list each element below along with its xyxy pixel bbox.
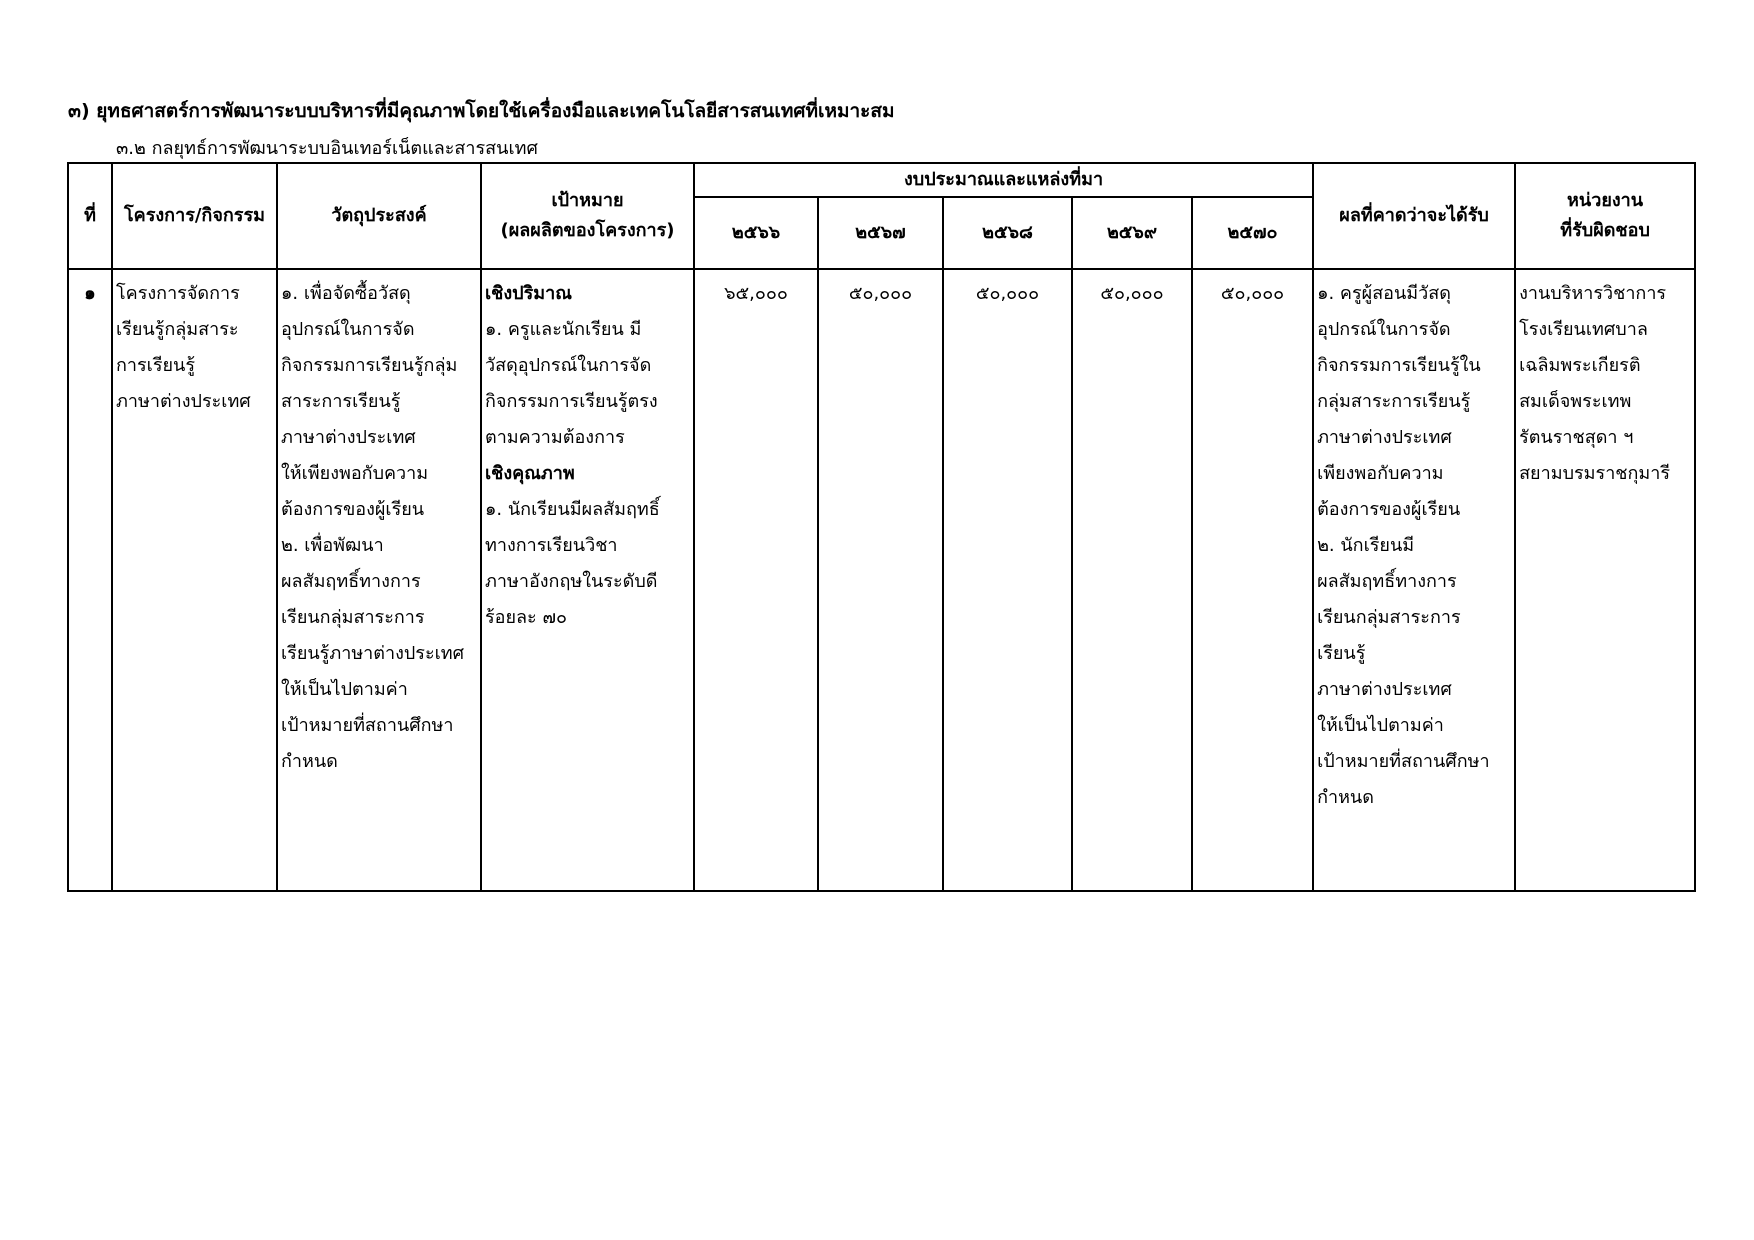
text-line: เพียงพอกับความ xyxy=(1317,463,1444,484)
target-quantity-lines xyxy=(485,312,690,456)
text-line: กิจกรรมการเรียนรู้ตรง xyxy=(485,391,658,412)
header-no: ที่ xyxy=(68,163,112,269)
unit-cell xyxy=(1515,269,1695,891)
budget-2567-cell xyxy=(818,269,943,891)
text-line: ต้องการของผู้เรียน xyxy=(1317,499,1461,520)
text-line: เฉลิมพระเกียรติ xyxy=(1519,355,1641,376)
text-line: ทางการเรียนวิชา xyxy=(485,535,618,556)
text-line: ๒. นักเรียนมี xyxy=(1317,535,1415,556)
text-line: เรียนรู้กลุ่มสาระ xyxy=(116,319,239,340)
text-line: กลุ่มสาระการเรียนรู้ xyxy=(1317,391,1471,412)
text-line: รัตนราชสุดา ฯ xyxy=(1519,427,1634,448)
header-year-2567: ๒๕๖๗ xyxy=(818,197,943,269)
header-project: โครงการ/กิจกรรม xyxy=(112,163,277,269)
header-unit-line2: ที่รับผิดชอบ xyxy=(1560,220,1650,241)
text-line: กิจกรรมการเรียนรู้ใน xyxy=(1317,355,1481,376)
budget-2566: ๖๕,๐๐๐ xyxy=(724,283,788,304)
header-objective: วัตถุประสงค์ xyxy=(277,163,481,269)
text-line: การเรียนรู้ xyxy=(116,355,196,376)
text-line: ๑. นักเรียนมีผลสัมฤทธิ์ xyxy=(485,499,660,520)
text-line: เรียนกลุ่มสาระการ xyxy=(1317,607,1461,628)
text-line: กิจกรรมการเรียนรู้กลุ่ม xyxy=(281,355,458,376)
header-unit xyxy=(1515,163,1695,269)
text-line: ภาษาต่างประเทศ xyxy=(116,391,251,412)
header-unit-line1: หน่วยงาน xyxy=(1567,190,1644,211)
budget-2567: ๕๐,๐๐๐ xyxy=(848,283,913,304)
text-line: ๑. ครูผู้สอนมีวัสดุ xyxy=(1317,283,1451,304)
header-year-2566: ๒๕๖๖ xyxy=(694,197,818,269)
header-target-line2: (ผลผลิตของโครงการ) xyxy=(500,220,675,241)
header-year-2570: ๒๕๗๐ xyxy=(1192,197,1313,269)
text-line: ร้อยละ ๗๐ xyxy=(485,607,567,628)
text-line: กำหนด xyxy=(1317,787,1374,808)
text-line: ๑. เพื่อจัดซื้อวัสดุ xyxy=(281,283,411,304)
text-line: โครงการจัดการ xyxy=(116,283,240,304)
section-heading: ๓) ยุทธศาสตร์การพัฒนาระบบบริหารที่มีคุณภาพโดยใช้เครื่องมือและเทคโนโลยีสารสนเทศที่เหมาะสม xyxy=(68,100,895,122)
target-quality-lines xyxy=(485,492,690,636)
header-budget: งบประมาณและแหล่งที่มา xyxy=(694,163,1313,197)
budget-2569: ๕๐,๐๐๐ xyxy=(1100,283,1164,304)
text-line: สยามบรมราชกุมารี xyxy=(1519,463,1671,484)
text-line: ภาษาต่างประเทศ xyxy=(281,427,416,448)
row-no: ๑ xyxy=(84,283,96,304)
objective-cell xyxy=(277,269,481,891)
text-line: ให้เพียงพอกับความ xyxy=(281,463,429,484)
header-target-line1: เป้าหมาย xyxy=(551,190,624,211)
objective-lines xyxy=(278,270,480,780)
strategy-plan-table xyxy=(67,162,1696,892)
section-subheading: ๓.๒ กลยุทธ์การพัฒนาระบบอินเทอร์เน็ตและสารสนเทศ xyxy=(116,138,538,159)
budget-2570: ๕๐,๐๐๐ xyxy=(1220,283,1285,304)
text-line: ให้เป็นไปตามค่า xyxy=(281,679,408,700)
text-line: อุปกรณ์ในการจัด xyxy=(1317,319,1451,340)
text-line: ตามความต้องการ xyxy=(485,427,625,448)
text-line: เรียนรู้ xyxy=(1317,643,1366,664)
text-line: โรงเรียนเทศบาล xyxy=(1519,319,1648,340)
result-lines xyxy=(1314,270,1514,816)
text-line: ผลสัมฤทธิ์ทางการ xyxy=(281,571,421,592)
text-line: ให้เป็นไปตามค่า xyxy=(1317,715,1444,736)
budget-2568: ๕๐,๐๐๐ xyxy=(975,283,1040,304)
target-quality-label: เชิงคุณภาพ xyxy=(485,463,575,484)
text-line: เป้าหมายที่สถานศึกษา xyxy=(281,715,454,736)
text-line: กำหนด xyxy=(281,751,338,772)
header-target xyxy=(481,163,694,269)
header-year-2568: ๒๕๖๘ xyxy=(943,197,1072,269)
text-line: สมเด็จพระเทพ xyxy=(1519,391,1632,412)
text-line: งานบริหารวิชาการ xyxy=(1519,283,1667,304)
text-line: เรียนรู้ภาษาต่างประเทศ xyxy=(281,643,465,664)
unit-lines xyxy=(1516,270,1694,492)
text-line: ภาษาอังกฤษในระดับดี xyxy=(485,571,658,592)
text-line: วัสดุอุปกรณ์ในการจัด xyxy=(485,355,652,376)
text-line: ผลสัมฤทธิ์ทางการ xyxy=(1317,571,1457,592)
project-cell xyxy=(112,269,277,891)
header-row xyxy=(68,163,1695,197)
text-line: เรียนกลุ่มสาระการ xyxy=(281,607,425,628)
budget-2569-cell xyxy=(1072,269,1192,891)
budget-2570-cell xyxy=(1192,269,1313,891)
header-year-2569: ๒๕๖๙ xyxy=(1072,197,1192,269)
result-cell xyxy=(1313,269,1515,891)
text-line: สาระการเรียนรู้ xyxy=(281,391,401,412)
text-line: อุปกรณ์ในการจัด xyxy=(281,319,415,340)
project-lines xyxy=(113,270,276,420)
table-row xyxy=(68,269,1695,891)
text-line: ต้องการของผู้เรียน xyxy=(281,499,425,520)
text-line: เป้าหมายที่สถานศึกษา xyxy=(1317,751,1490,772)
budget-2566-cell xyxy=(694,269,818,891)
budget-2568-cell xyxy=(943,269,1072,891)
text-line: ภาษาต่างประเทศ xyxy=(1317,427,1452,448)
text-line: ภาษาต่างประเทศ xyxy=(1317,679,1452,700)
text-line: ๑. ครูและนักเรียน มี xyxy=(485,319,642,340)
header-result: ผลที่คาดว่าจะได้รับ xyxy=(1313,163,1515,269)
target-cell xyxy=(481,269,694,891)
text-line: ๒. เพื่อพัฒนา xyxy=(281,535,384,556)
row-no-cell xyxy=(68,269,112,891)
target-quantity-label: เชิงปริมาณ xyxy=(485,283,572,304)
